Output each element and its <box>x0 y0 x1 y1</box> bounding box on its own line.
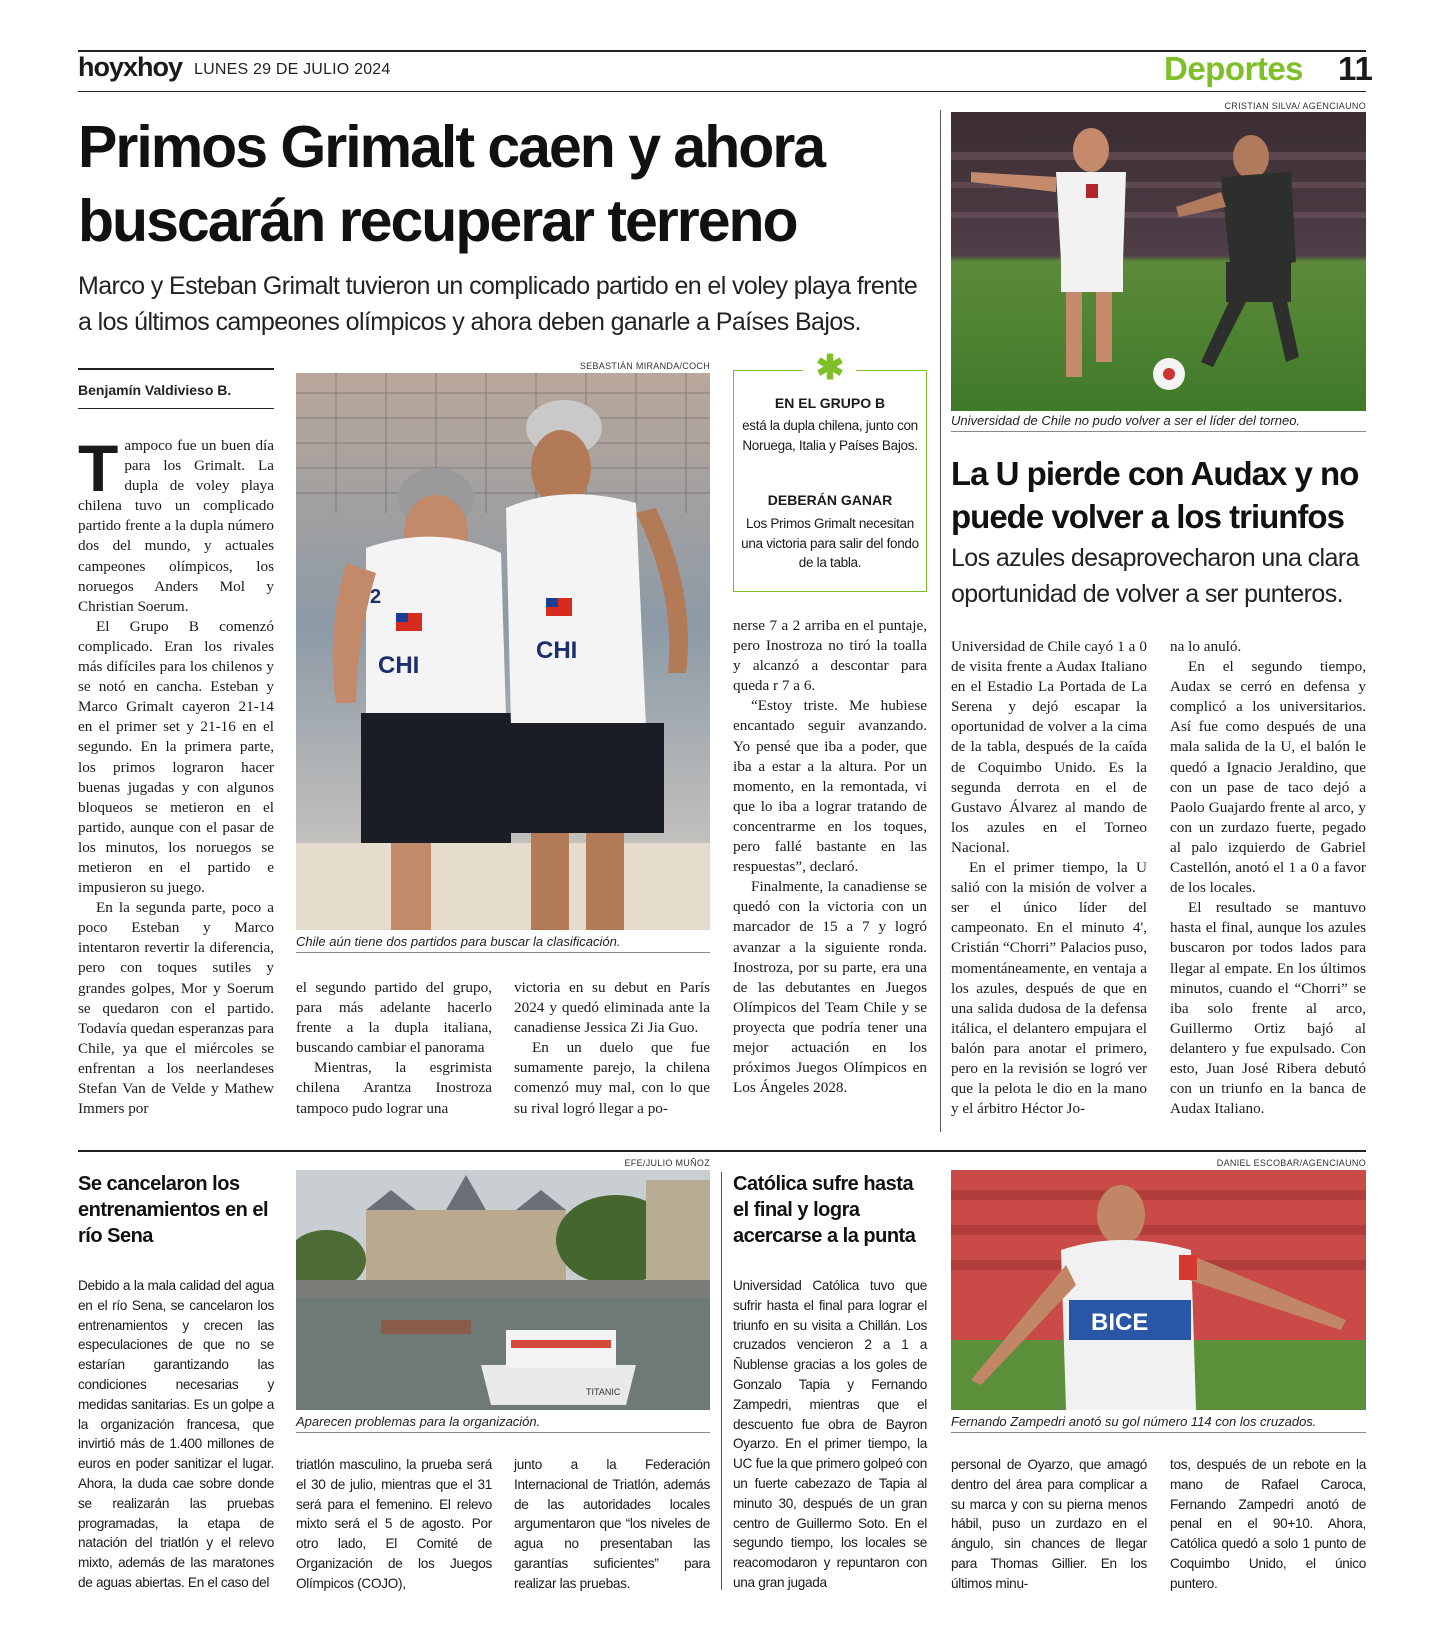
catolica-col-1 <box>733 1276 927 1593</box>
paragraph: victoria en su debut en París 2024 y quedó eliminada ante la canadiense Jessica Zi Jia Guo. <box>514 979 710 1037</box>
sena-col-3 <box>514 1455 710 1594</box>
main-col-4 <box>733 616 927 1098</box>
paragraph: El resultado se mantuvo hasta el final, aunque los azules buscaron por todos lados para llegar al empate. En los últimos minutos, cuando el “Chorri” se iba solo frente al arco, Guillermo Ortiz bajó al delantero y fue expulsado. Con esto, Juan José Ribera debutó con un triunfo en la banca de Audax Italiano. <box>1170 899 1366 1118</box>
paragraph: ampoco fue un buen día para los Grimalt. La dupla de voley playa chilena tuvo un complicado partido frente a la dupla número dos del mundo, y actuales campeones olímpicos, los noruegos Anders Mol y Christian Soerum. <box>78 437 274 615</box>
soccer-u-photo <box>951 112 1366 411</box>
volleyball-photo <box>296 373 710 930</box>
main-col-2 <box>296 978 492 1119</box>
dropcap: T <box>78 431 119 505</box>
paragraph: junto a la Federación Internacional de Triatlón, además de las autoridades locales argumentaron que “los niveles de agua no presentaban las garantías suficientes” para realizar las pruebas. <box>514 1457 710 1591</box>
paragraph: tos, después de un rebote en la mano de Rafael Caroca, Fernando Zampedri anotó de penal en el 90+10. Ahora, Católica quedó a solo 1 punto de Coquimbo Unido, el único puntero. <box>1170 1457 1366 1591</box>
svg-text:2: 2 <box>370 586 382 608</box>
column-divider <box>940 110 941 1132</box>
byline: Benjamín Valdivieso B. <box>78 382 232 398</box>
paragraph: En un duelo que fue sumamente parejo, la chilena comenzó muy mal, con lo que su rival logró llegar a po- <box>514 1039 710 1117</box>
paragraph: En el primer tiempo, la U salió con la misión de volver a ser el único líder del campeonato. En el minuto 4', Cristián “Chorri” Palacios puso, momentáneamente, en ventaja a los azules, después de que en una salida dudosa de la defensa itálica, el delantero empujara el balón para anotar el primero, pero en la revisión se logró ver que la pelota le dio en la mano y el árbitro Héctor Jo- <box>951 859 1147 1118</box>
masthead-bottom-rule <box>78 91 1366 92</box>
u-deck: Los azules desaprovecharon una clara oportunidad de volver a ser punteros. <box>951 544 1359 608</box>
paragraph: En la segunda parte, poco a poco Esteban y Marco intentaron revertir la diferencia, pero con toques sutiles y grandes golpes, Mor y Soerum se quedaron con el partido. Todavía quedan esperanzas para Chile, ya que el miércoles se enfrentan a los neerlandeses Stefan Van de Velde y Mathew Immers por <box>78 899 274 1118</box>
paragraph: na lo anuló. <box>1170 638 1242 655</box>
shirt-sponsor: BICE <box>1091 1309 1149 1336</box>
paragraph: Mientras, la esgrimista chilena Arantza Inostroza tampoco pudo lograr una <box>296 1059 492 1117</box>
info-box-text-2: Los Primos Grimalt necesitan una victoria para salir del fondo de la tabla. <box>741 516 919 571</box>
catolica-photo-caption: Fernando Zampedri anotó su gol número 114 con los cruzados. <box>951 1414 1366 1433</box>
paragraph: nerse 7 a 2 arriba en el puntaje, pero Inostroza no tiró la toalla y alcanzó a descontar para queda r 7 a 6. <box>733 617 927 695</box>
info-box-text-1: está la dupla chilena, junto con Noruega, Italia y Países Bajos. <box>742 418 918 453</box>
info-box-rule-left <box>733 370 803 371</box>
paragraph: Universidad Católica tuvo que sufrir hasta el final para lograr el triunfo en su visita a Chillán. Los cruzados vencieron 2 a 1 a Ñublense gracias a los goles de Gonzalo Tapia y Fernando Zampedri, mientras que el descuento fue obra de Bayron Oyarzo. En el primer tiempo, la UC fue la que primero golpeó con un fuerte cabezazo de Tapia al minuto 30, después de un gran centro de Guillermo Soto. En el segundo tiempo, los locales se reacomodaron y repuntaron con una gran jugada <box>733 1278 927 1590</box>
info-box-rule-right <box>856 370 927 371</box>
main-photo-credit: SEBASTIÁN MIRANDA/COCH <box>579 361 710 371</box>
catolica-photo-credit: DANIEL ESCOBAR/AGENCIAUNO <box>1216 1158 1366 1168</box>
u-col-1 <box>951 637 1147 1119</box>
sena-photo-caption: Aparecen problemas para la organización. <box>296 1414 710 1433</box>
paragraph: En el segundo tiempo, Audax se cerró en defensa y complicó a los universitarios. Así fue como después de una mala salida de la U, el balón le quedó a Ignacio Jeraldino, que con un pase de taco dejó a Paolo Guajardo frente al arco, y con un zurdazo fuerte, pegado al palo izquierdo de Gabriel Castellón, anotó el 1 a 0 a favor de los locales. <box>1170 658 1366 897</box>
main-photo-caption: Chile aún tiene dos partidos para buscar la clasificación. <box>296 934 710 953</box>
catolica-headline: Católica sufre hasta el final y logra acercarse a la punta <box>733 1173 916 1247</box>
section-name: Deportes <box>1164 50 1304 87</box>
asterisk-icon: ✱ <box>815 349 845 387</box>
u-photo-caption: Universidad de Chile no pudo volver a ser el líder del torneo. <box>951 413 1366 432</box>
bottom-divider <box>721 1172 722 1590</box>
u-col-2 <box>1170 637 1366 1119</box>
catolica-col-3 <box>1170 1455 1366 1594</box>
page-number: 11 <box>1338 50 1373 87</box>
seine-photo <box>296 1170 710 1410</box>
paragraph: triatlón masculino, la prueba será el 30 de julio, mientras que el 31 será para el femenino. El relevo mixto será el 5 de agosto. Por otro lado, El Comité de Organización de los Juegos Olímpicos (COJO), <box>296 1457 492 1591</box>
paragraph: Finalmente, la canadiense se quedó con la victoria con un marcador de 15 a 7 y logró avanzar a la siguiente ronda. Inostroza, por su parte, era una de las debutantes en Juegos Olímpicos del Team Chile y se proyecta que podría tener una mejor actuación en los próximos Juegos Olímpicos en Los Ángeles 2028. <box>733 878 927 1097</box>
info-box-heading-1: EN EL GRUPO B <box>774 395 886 411</box>
svg-text:CHI: CHI <box>536 637 578 664</box>
byline-top-rule <box>78 368 274 370</box>
paragraph: personal de Oyarzo, que amagó dentro del área para complicar a su marca y con su pierna menos hábil, puso un zurdazo en el ángulo, sin chances de llegar para Thomas Gillier. En los últimos minu- <box>951 1457 1147 1591</box>
paragraph: El Grupo B comenzó complicado. Eran los rivales más difíciles para los chilenos y se notó en cancha. Esteban y Marco Grimalt cayeron 21-14 en el primer set y 21-16 en el segundo. En la primera parte, los primos lograron hacer buenas jugadas y con algunos bloqueos se metieron en el partido, aunque con el pasar de los minutos, los noruegos se metieron en el partido e impusieron su juego. <box>78 617 274 897</box>
u-headline: La U pierde con Audax y no puede volver a los triunfos <box>951 455 1359 535</box>
paragraph: el segundo partido del grupo, para más adelante hacerlo frente a la dupla italiana, buscando cambiar el panorama <box>296 979 492 1057</box>
main-col-1 <box>78 431 274 1119</box>
date-line: LUNES 29 DE JULIO 2024 <box>194 61 391 78</box>
main-deck: Marco y Esteban Grimalt tuvieron un complicado partido en el voley playa frente a los últimos campeones olímpicos y ahora deben ganarle a Países Bajos. <box>78 272 918 336</box>
sena-col-1 <box>78 1276 274 1593</box>
info-box-heading-2: DEBERÁN GANAR <box>767 492 893 508</box>
byline-bottom-rule <box>78 408 274 409</box>
main-col-3 <box>514 978 710 1119</box>
sena-col-2 <box>296 1455 492 1594</box>
bottom-section-rule <box>78 1150 1366 1152</box>
svg-text:CHI: CHI <box>378 652 420 679</box>
sena-photo-credit: EFE/JULIO MUÑOZ <box>624 1158 710 1168</box>
u-photo-credit: CRISTIAN SILVA/ AGENCIAUNO <box>1224 101 1366 111</box>
catolica-col-2 <box>951 1455 1147 1594</box>
sena-headline: Se cancelaron los entrenamientos en el río Sena <box>78 1173 269 1247</box>
paragraph: Debido a la mala calidad del agua en el río Sena, se cancelaron los entrenamientos y crecen las especulaciones de que no se estarían garantizando las condiciones necesarias y medidas sanitarias. Es un golpe a la organización francesa, que invirtió más de 1.400 millones de euros en poder sanitizar el lugar. Ahora, la duda cae sobre donde se realizarán las pruebas programadas, la etapa de natación del triatlón y el relevo mixto, además de las maratones de aguas abiertas. En el caso del <box>78 1278 274 1590</box>
main-headline: Primos Grimalt caen y ahora buscarán recuperar terreno <box>78 114 825 254</box>
paragraph: “Estoy triste. Me hubiese encantado seguir avanzando. Yo pensé que iba a poder, que iba a estar a la altura. Por un momento, en la remontada, vi que lo iba a lograr tratando de concentrarme en los toques, pero fallé bastante en las respuestas”, declaró. <box>733 697 927 876</box>
logo: hoyxhoy <box>78 52 183 82</box>
boat-name: TITANIC <box>586 1387 621 1397</box>
paragraph: Universidad de Chile cayó 1 a 0 de visita frente a Audax Italiano en el Estadio La Portada de La Serena y dejó escapar la oportunidad de volver a la cima de la tabla, después de la caída de Coquimbo Unido. Es la segunda derrota en el de Gustavo Álvarez al mando de los azules en el Torneo Nacional. <box>951 638 1147 856</box>
zampedri-photo <box>951 1170 1366 1410</box>
